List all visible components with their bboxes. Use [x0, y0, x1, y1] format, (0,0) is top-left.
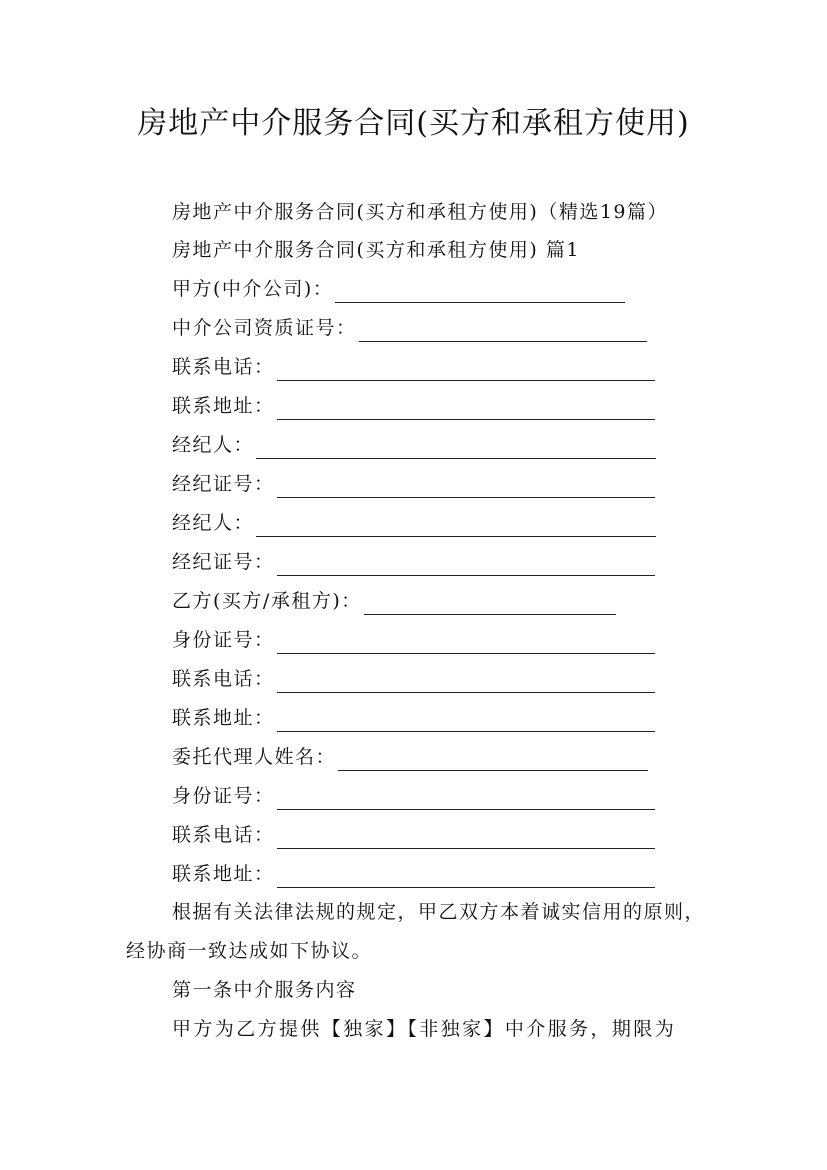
- fill-in-blank[interactable]: [277, 867, 655, 888]
- field-id-b: [172, 626, 655, 654]
- field-label: 身份证号：: [172, 629, 275, 651]
- field-phone-b: [172, 665, 655, 693]
- fill-in-blank[interactable]: [256, 516, 656, 537]
- field-label: 经纪人：: [172, 512, 255, 534]
- field-phone-a: [172, 353, 655, 381]
- fill-in-blank[interactable]: [277, 828, 655, 849]
- section-heading: 房地产中介服务合同(买方和承租方使用) 篇1: [172, 239, 580, 261]
- field-label: 身份证号：: [172, 785, 275, 807]
- field-label: 中介公司资质证号：: [172, 317, 357, 339]
- field-label: 联系电话：: [172, 356, 275, 378]
- field-label: 委托代理人姓名：: [172, 746, 337, 768]
- field-label: 经纪证号：: [172, 473, 275, 495]
- field-label: 经纪证号：: [172, 551, 275, 573]
- field-address-a: [172, 392, 655, 420]
- fill-in-blank[interactable]: [277, 399, 655, 420]
- document-title: 房地产中介服务合同(买方和承租方使用): [137, 106, 690, 141]
- field-address-b: [172, 704, 655, 732]
- field-party-b: [172, 587, 616, 615]
- fill-in-blank[interactable]: [335, 282, 625, 303]
- fill-in-blank[interactable]: [277, 477, 655, 498]
- fill-in-blank[interactable]: [338, 750, 648, 771]
- article-text: 甲方为乙方提供【独家】【非独家】中介服务，期限为: [172, 1018, 677, 1040]
- fill-in-blank[interactable]: [277, 633, 655, 654]
- field-label: 甲方(中介公司)：: [172, 278, 334, 300]
- field-agency-license: [172, 314, 647, 342]
- fill-in-blank[interactable]: [364, 594, 616, 615]
- field-label: 联系电话：: [172, 668, 275, 690]
- field-label: 经纪人：: [172, 434, 255, 456]
- field-phone-agent: [172, 821, 655, 849]
- fill-in-blank[interactable]: [277, 711, 655, 732]
- fill-in-blank[interactable]: [359, 321, 647, 342]
- fill-in-blank[interactable]: [277, 672, 655, 693]
- field-broker-license-1: [172, 470, 655, 498]
- field-address-agent: [172, 860, 655, 888]
- field-broker-2: [172, 509, 656, 537]
- intro-paragraph: 根据有关法律法规的规定，甲乙双方本着诚实信用的原则，经协商一致达成如下协议。: [126, 901, 706, 962]
- field-label: 联系地址：: [172, 707, 275, 729]
- field-broker-license-2: [172, 548, 655, 576]
- field-broker-1: [172, 431, 656, 459]
- fill-in-blank[interactable]: [277, 555, 655, 576]
- field-agent-name: [172, 743, 648, 771]
- field-label: 联系电话：: [172, 824, 275, 846]
- fill-in-blank[interactable]: [277, 789, 655, 810]
- article-heading: 第一条中介服务内容: [172, 979, 357, 1001]
- fill-in-blank[interactable]: [256, 438, 656, 459]
- document-subtitle: 房地产中介服务合同(买方和承租方使用)（精选19篇）: [172, 201, 669, 223]
- fill-in-blank[interactable]: [277, 360, 655, 381]
- field-label: 联系地址：: [172, 395, 275, 417]
- field-party-a: [172, 275, 625, 303]
- field-id-agent: [172, 782, 655, 810]
- field-label: 联系地址：: [172, 863, 275, 885]
- field-label: 乙方(买方/承租方)：: [172, 590, 362, 612]
